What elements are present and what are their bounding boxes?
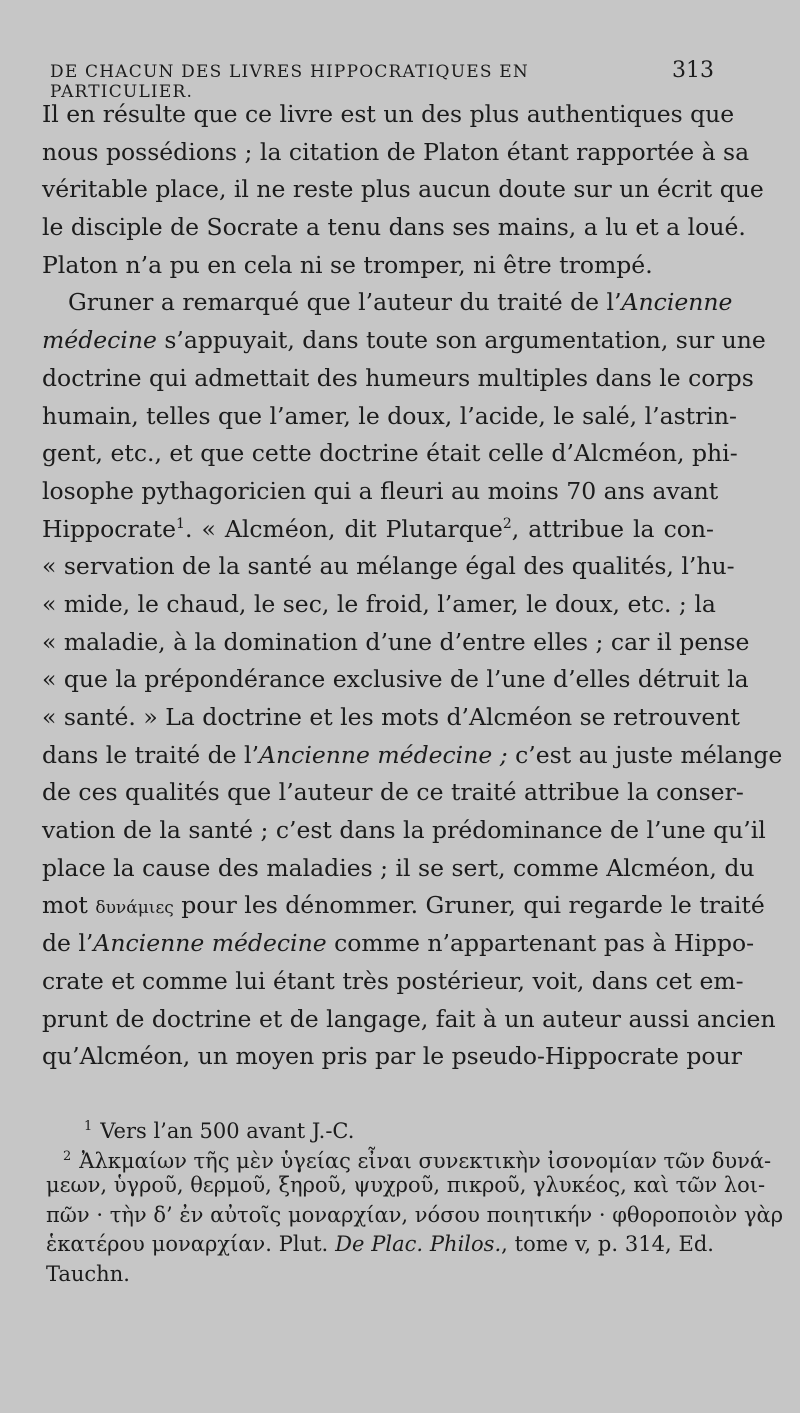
footnote-2-line: πῶν · τὴν δ’ ἐν αὐτοῖς μοναρχίαν, νόσου ποιητικήν · φθοροποιὸν γὰρ	[46, 1202, 784, 1227]
footnote-2-line	[46, 1142, 772, 1173]
text-line: « santé. » La doctrine et les mots d’Alcméon se retrouvent	[42, 703, 740, 731]
text-line: nous possédions ; la citation de Platon étant rapportée à sa	[42, 137, 750, 166]
main-text	[42, 96, 783, 1076]
text-run: comme n’appartenant pas à Hippo-	[326, 929, 755, 958]
text-line: « que la prépondérance exclusive de l’une d’elles détruit la	[42, 665, 749, 694]
text-line	[42, 887, 765, 925]
italic-title: Ancienne	[621, 288, 733, 317]
italic-title: Ancienne médecine	[93, 929, 327, 958]
text-line	[42, 925, 755, 963]
text-line: « mide, le chaud, le sec, le froid, l’amer, le doux, etc. ; la	[42, 589, 716, 618]
text-line: le disciple de Socrate a tenu dans ses mains, a lu et a loué.	[42, 213, 746, 242]
italic-title: médecine	[42, 326, 157, 355]
text-line: losophe pythagoricien qui a fleuri au moins 70 ans avant	[42, 476, 719, 505]
text-line: Il en résulte que ce livre est un des plus authentiques que	[42, 100, 735, 128]
footnote-2-line	[46, 1230, 714, 1260]
italic-title: Ancienne médecine ;	[259, 740, 508, 769]
text-run: mot	[42, 891, 96, 920]
text-line: véritable place, il ne reste plus aucun doute sur un écrit que	[42, 175, 764, 204]
text-run: s’appuyait, dans toute son argumentation, sur une	[156, 326, 766, 355]
text-run: de l’	[42, 929, 94, 958]
text-line: prunt de doctrine et de langage, fait à un auteur aussi ancien	[42, 1004, 776, 1033]
footnote-ref: 1	[176, 515, 185, 532]
text-run: . « Alcméon, dit Plutarque	[184, 514, 503, 543]
text-line	[42, 322, 766, 360]
footnote-text: , tome v, p. 314, Ed.	[501, 1232, 714, 1256]
footnote-text: Ἀλκμαίων τῆς μὲν ὑγείας εἶναι συνεκτικὴν ἰσονομίαν τῶν δυνά-	[79, 1148, 772, 1173]
footnote-2-line: μεων, ὑγροῦ, θερμοῦ, ξηροῦ, ψυχροῦ, πικροῦ, γλυκέος, καὶ τῶν λοι-	[46, 1173, 766, 1197]
text-run: Hippocrate	[42, 514, 177, 543]
footnote-text: ἑκατέρου μοναρχίαν. Plut.	[46, 1232, 336, 1256]
text-line: vation de la santé ; c’est dans la prédominance de l’une qu’il	[42, 816, 766, 845]
footnote-marker: 2	[63, 1148, 72, 1164]
text-line: place la cause des maladies ; il se sert, comme Alcméon, du	[42, 853, 755, 882]
page-number: 313	[672, 58, 714, 83]
text-run: Gruner a remarqué que l’auteur du traité de l’	[68, 288, 622, 317]
text-line: gent, etc., et que cette doctrine était celle d’Alcméon, phi-	[42, 439, 738, 468]
text-line: doctrine qui admettait des humeurs multiples dans le corps	[42, 363, 754, 392]
text-line: Platon n’a pu en cela ni se tromper, ni être trompé.	[42, 250, 653, 279]
text-run: , attribue la con-	[511, 514, 714, 543]
text-run: dans le traité de l’	[42, 740, 260, 769]
text-line: « maladie, à la domination d’une d’entre elles ; car il pense	[42, 627, 750, 656]
text-line	[42, 511, 714, 549]
footnote-marker: 1	[84, 1119, 93, 1134]
running-header	[50, 58, 714, 102]
text-run: pour les dénommer. Gruner, qui regarde le traité	[173, 891, 765, 920]
text-run: c’est au juste mélange	[507, 740, 783, 769]
footnotes	[46, 1112, 784, 1289]
text-line: « servation de la santé au mélange égal des qualités, l’hu-	[42, 552, 735, 581]
text-line: qu’Alcméon, un moyen pris par le pseudo-Hippocrate pour	[42, 1042, 742, 1071]
text-line: humain, telles que l’amer, le doux, l’acide, le salé, l’astrin-	[42, 401, 737, 430]
italic-title: De Plac. Philos.	[335, 1232, 502, 1256]
text-line	[42, 284, 733, 322]
footnote-text: Vers l’an 500 avant J.-C.	[100, 1119, 355, 1143]
greek-word: δυνάμιες	[95, 898, 174, 919]
footnote-2-line: Tauchn.	[46, 1261, 130, 1286]
text-line	[42, 737, 783, 775]
running-header-title: DE CHACUN DES LIVRES HIPPOCRATIQUES EN PARTICULIER.	[50, 62, 529, 102]
footnote-1	[46, 1112, 714, 1142]
text-line: de ces qualités que l’auteur de ce traité attribue la conser-	[42, 778, 744, 807]
footnote-ref: 2	[502, 515, 512, 532]
text-line: crate et comme lui étant très postérieur, voit, dans cet em-	[42, 966, 744, 995]
